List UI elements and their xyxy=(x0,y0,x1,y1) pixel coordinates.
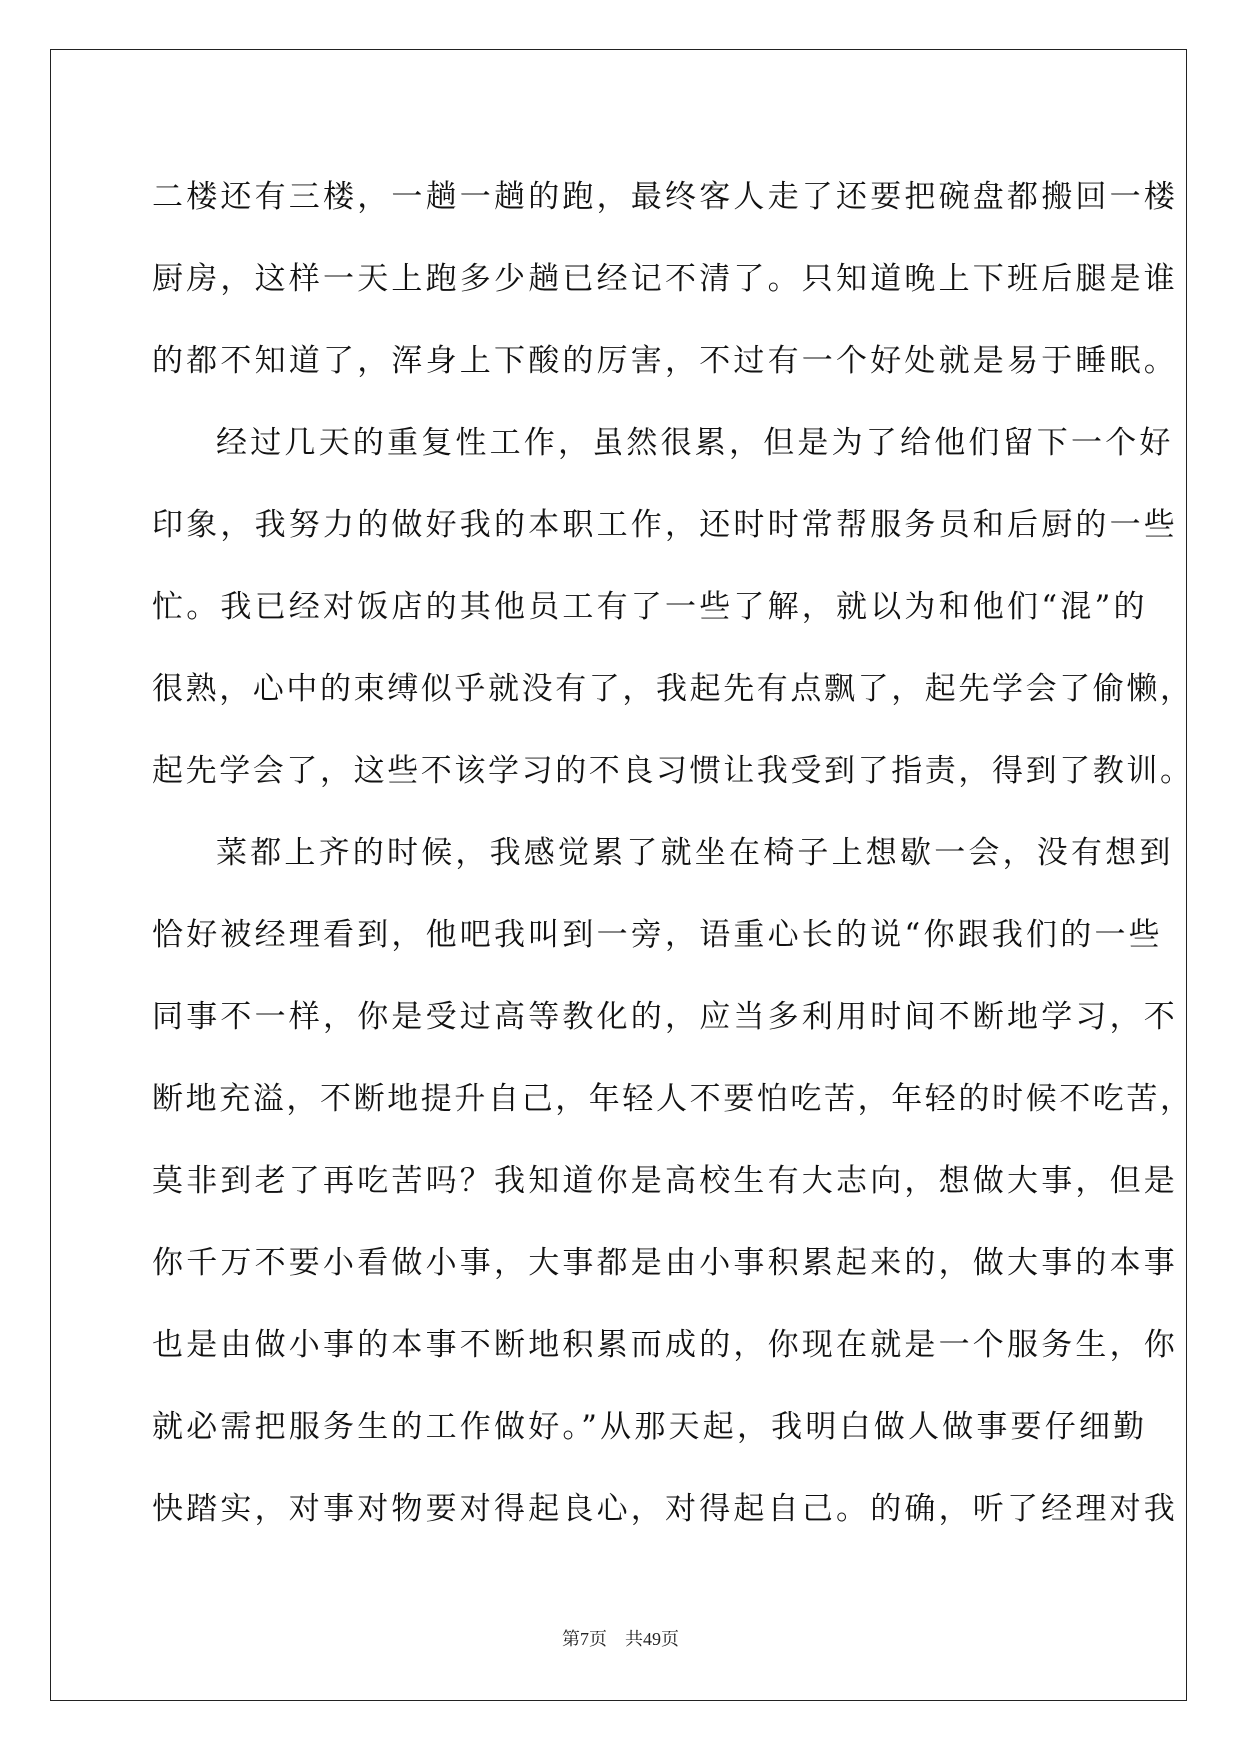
text-line: 恰好被经理看到，他吧我叫到一旁，语重心长的说“你跟我们的一些 xyxy=(152,917,1163,953)
text-line: 莫非到老了再吃苦吗？我知道你是高校生有大志向，想做大事，但是 xyxy=(152,1163,1178,1199)
text-line: 就必需把服务生的工作做好。”从那天起，我明白做人做事要仔细勤 xyxy=(152,1409,1148,1445)
text-line: 印象，我努力的做好我的本职工作，还时时常帮服务员和后厨的一些 xyxy=(152,507,1178,543)
text-line: 忙。我已经对饭店的其他员工有了一些了解，就以为和他们“混”的 xyxy=(152,589,1148,625)
page-number: 第7页 xyxy=(562,1629,607,1649)
text-line: 二楼还有三楼，一趟一趟的跑，最终客人走了还要把碗盘都搬回一楼 xyxy=(152,179,1178,215)
text-line: 起先学会了，这些不该学习的不良习惯让我受到了指责，得到了教训。 xyxy=(152,753,1194,789)
text-line: 同事不一样，你是受过高等教化的，应当多利用时间不断地学习，不 xyxy=(152,999,1178,1035)
paragraph-start-line: 经过几天的重复性工作，虽然很累，但是为了给他们留下一个好 xyxy=(216,425,1174,461)
text-line: 很熟，心中的束缚似乎就没有了，我起先有点飘了，起先学会了偷懒， xyxy=(152,671,1194,707)
text-line: 快踏实，对事对物要对得起良心，对得起自己。的确，听了经理对我 xyxy=(152,1491,1178,1527)
page-footer xyxy=(0,1625,1241,1651)
text-line: 断地充溢，不断地提升自己，年轻人不要怕吃苦，年轻的时候不吃苦， xyxy=(152,1081,1194,1117)
document-body xyxy=(152,156,1194,1550)
text-line: 也是由做小事的本事不断地积累而成的，你现在就是一个服务生，你 xyxy=(152,1327,1178,1363)
text-line: 的都不知道了，浑身上下酸的厉害，不过有一个好处就是易于睡眠。 xyxy=(152,343,1178,379)
text-line: 厨房，这样一天上跑多少趟已经记不清了。只知道晚上下班后腿是谁 xyxy=(152,261,1178,297)
paragraph-start-line: 菜都上齐的时候，我感觉累了就坐在椅子上想歇一会，没有想到 xyxy=(216,835,1174,871)
text-line: 你千万不要小看做小事，大事都是由小事积累起来的，做大事的本事 xyxy=(152,1245,1178,1281)
page-total: 共49页 xyxy=(625,1629,679,1649)
